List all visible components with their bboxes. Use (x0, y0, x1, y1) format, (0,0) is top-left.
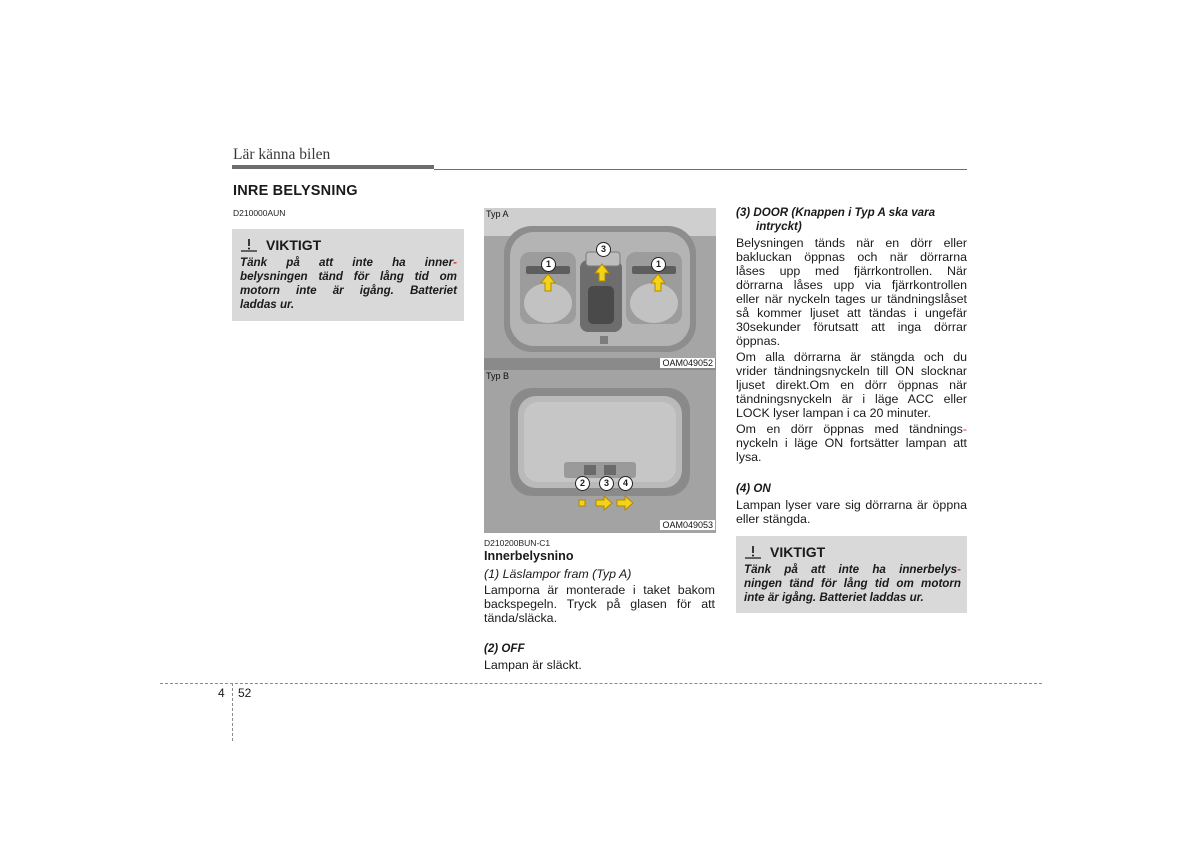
warning-line: belysningen tänd för lång tid om (240, 270, 457, 283)
warning-box-right (736, 536, 967, 613)
text-line: tändningsnyckeln är i läge ACC eller (736, 392, 967, 406)
warning-line: motorn inte är igång. Batteriet (240, 284, 457, 297)
marker-3-b: 3 (599, 476, 614, 491)
text-line: lysa. (736, 450, 762, 464)
warning-text (240, 256, 457, 312)
text-line: dörrarna låses upp via fjärrkontrollen (736, 278, 967, 292)
figure-type-a (484, 208, 716, 370)
item1-line: backspegeln. Tryck på glasen för att (484, 597, 715, 611)
text-line: eller när nyckeln tages ur tändningslåset (736, 292, 967, 306)
text-line: Om alla dörrarna är stängda och du (736, 350, 967, 364)
item4-text (736, 498, 967, 526)
item1-line: Lamporna är monterade i taket bakom (484, 583, 715, 597)
item1-line: tända/släcka. (484, 611, 558, 625)
marker-4: 4 (618, 476, 633, 491)
item1-text (484, 583, 715, 625)
text-line: låses upp med fjärrkontrollen. När (736, 264, 967, 278)
figure-type-b (484, 370, 716, 533)
figure-a-code: OAM049052 (662, 358, 713, 368)
text-line: 30sekunder förutsatt att inga dörrar (736, 320, 967, 334)
text-line: Belysningen tänds när en dörr eller (736, 236, 967, 250)
item3-paragraph-2 (736, 350, 967, 420)
item2-text: Lampan är släckt. (484, 658, 582, 672)
figure-b-code: OAM049053 (662, 520, 713, 530)
text-line: nyckeln i läge ON fortsätter lampan att (736, 436, 967, 450)
text-line: så kommer ljuset att tändas i ungefär (736, 306, 967, 320)
figure-b-drawing (484, 370, 716, 533)
page-number: 52 (238, 686, 252, 700)
item1-title: (1) Läslampor fram (Typ A) (484, 567, 632, 581)
figure-b-label: Typ B (486, 371, 510, 381)
item4-title: (4) ON (736, 482, 771, 495)
item3-title (736, 206, 968, 234)
footer-dashed-rule (160, 683, 1042, 684)
figure-a-label: Typ A (486, 209, 509, 219)
section-title: Lär känna bilen (233, 146, 331, 163)
text-line: bakluckan öppnas och när dörrarna (736, 250, 967, 264)
text-line: Lampan lyser vare sig dörrarna är öppna (736, 498, 967, 512)
text-line: Om en dörr öppnas med tändnings- (736, 422, 967, 436)
footer-dashed-vertical (232, 683, 233, 741)
marker-3: 3 (596, 242, 611, 257)
warning-header (744, 544, 825, 560)
middle-code: D210200BUN-C1 (484, 538, 551, 548)
text-line: vrider tändningsnyckeln till ON slocknar (736, 364, 967, 378)
item3-title-line: intryckt) (756, 220, 802, 233)
text-line: ljuset direkt.Om en dörr öppnas när (736, 378, 967, 392)
caution-icon (240, 238, 258, 252)
marker-1-left: 1 (541, 257, 556, 272)
marker-1-right: 1 (651, 257, 666, 272)
item3-title-line: (3) DOOR (Knappen i Typ A ska vara (736, 206, 936, 219)
header-rule-thin (434, 169, 967, 170)
warning-line: laddas ur. (240, 298, 295, 311)
item3-paragraph-1 (736, 236, 967, 348)
warning-line: ningen tänd för lång tid om motorn (744, 577, 961, 590)
text-line: öppnas. (736, 334, 781, 348)
text-line: LOCK lyser lampan i ca 20 minuter. (736, 406, 931, 420)
text-line: eller stängda. (736, 512, 811, 526)
item2-title: (2) OFF (484, 642, 525, 655)
chapter-number: 4 (218, 686, 225, 700)
warning-label: VIKTIGT (266, 237, 322, 253)
middle-heading: Innerbelysnino (484, 549, 574, 563)
warning-header (240, 237, 321, 253)
warning-line: Tänk på att inte ha innerbelys- (744, 563, 961, 576)
caution-icon (744, 545, 762, 559)
section-code: D210000AUN (233, 208, 286, 218)
marker-2: 2 (575, 476, 590, 491)
figure-a-drawing (484, 208, 716, 370)
item3-paragraph-3 (736, 422, 967, 464)
section-heading: INRE BELYSNING (233, 183, 358, 199)
warning-text (744, 563, 961, 605)
header-rule-thick (232, 165, 434, 169)
warning-line: inte är igång. Batteriet laddas ur. (744, 591, 924, 604)
warning-label: VIKTIGT (770, 544, 826, 560)
warning-box-left (232, 229, 464, 321)
warning-line: Tänk på att inte ha inner- (240, 256, 457, 269)
